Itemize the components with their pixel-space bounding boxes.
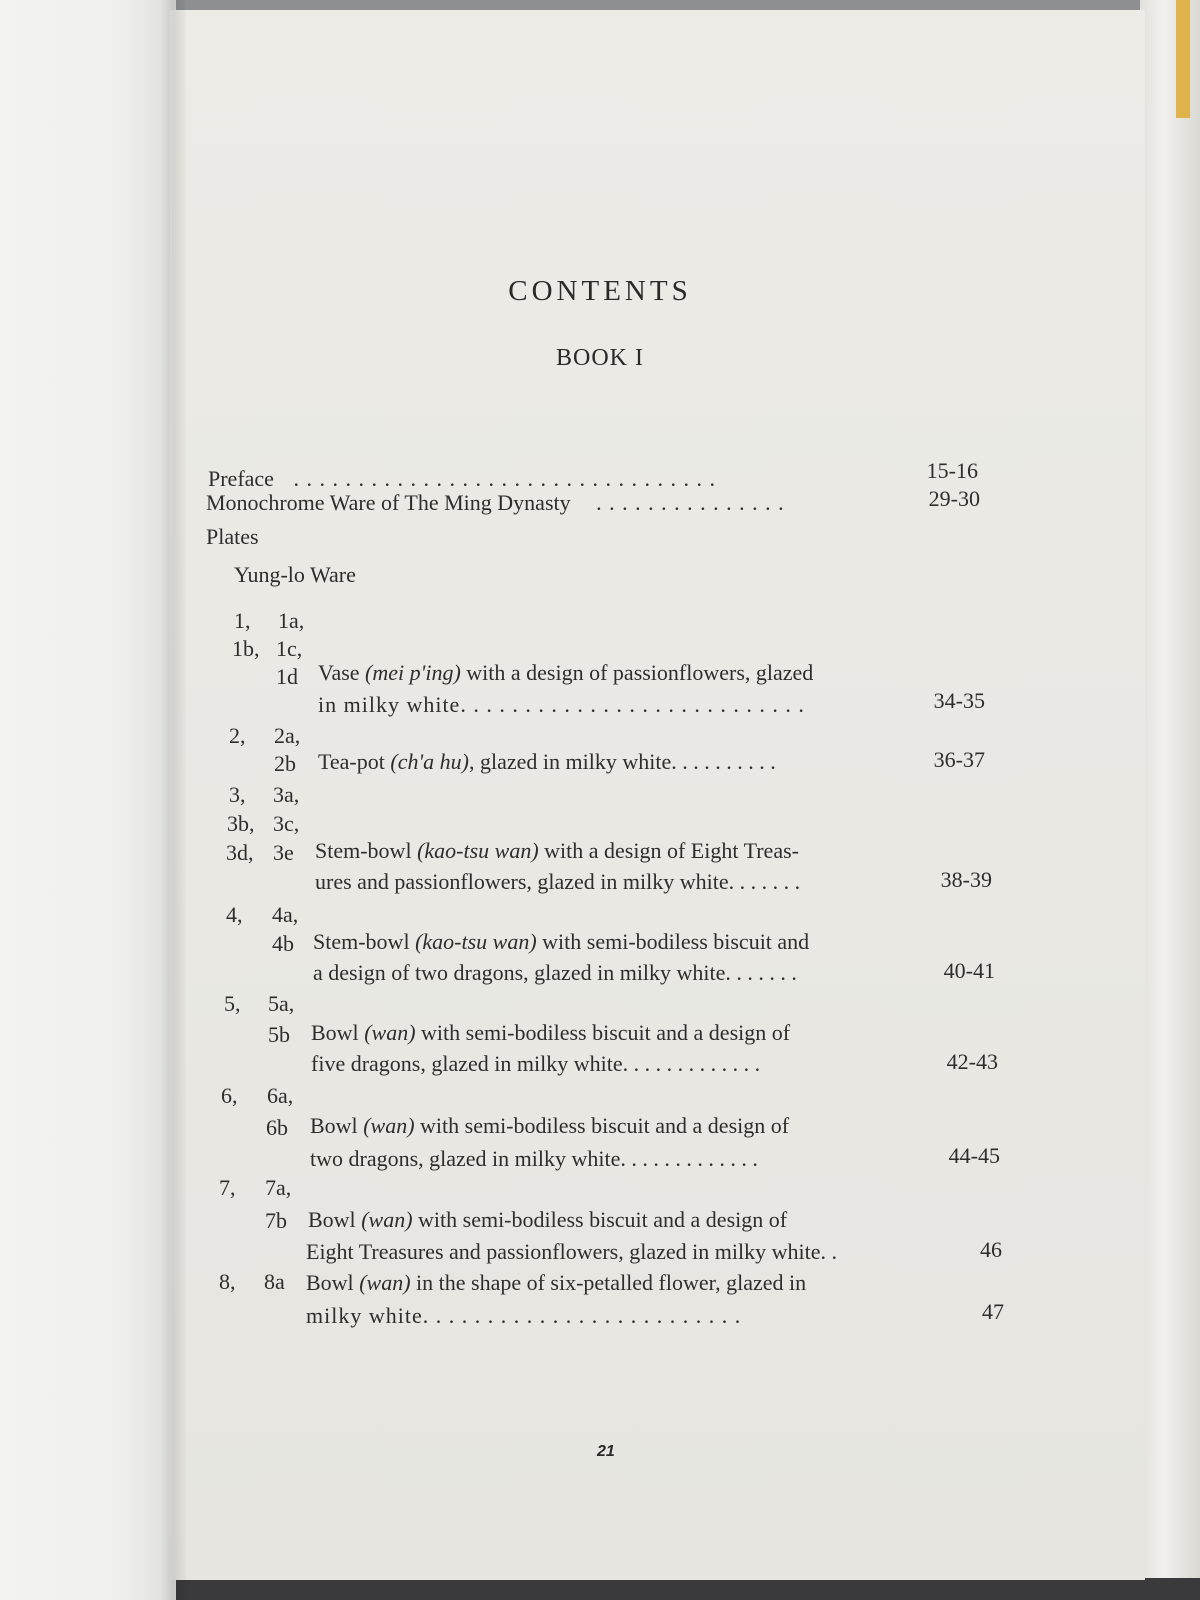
plate-number: 5, xyxy=(224,991,241,1016)
chinese-term: (kao-tsu wan) xyxy=(417,838,539,863)
desc-text: Bowl xyxy=(310,1113,364,1138)
plate-number: 3c, xyxy=(273,811,300,836)
book-heading: BOOK I xyxy=(556,345,644,371)
entry-description-cont: ures and passionflowers, glazed in milky white. . . . . . . xyxy=(315,869,801,894)
plate-number: 5a, xyxy=(268,991,295,1016)
plate-number: 4, xyxy=(226,902,243,927)
plate-number: 2, xyxy=(229,723,246,748)
plate-number: 4b xyxy=(272,931,294,956)
chinese-term: (mei p'ing) xyxy=(365,660,461,685)
desc-text: , glazed in milky white. . . . . . . . . . xyxy=(469,749,776,774)
plate-number: 3b, xyxy=(227,811,255,836)
desc-text: with semi-bodiless biscuit and a design of xyxy=(415,1020,791,1045)
entry-description xyxy=(318,662,813,684)
entry-page: 29-30 xyxy=(928,486,980,511)
chinese-term: (wan) xyxy=(363,1113,415,1138)
plate-number: 2b xyxy=(274,751,296,776)
plate-number: 6a, xyxy=(267,1083,294,1108)
entry-page: 40-41 xyxy=(943,958,995,983)
toc-entry-preface xyxy=(208,468,716,490)
contents-heading: CONTENTS xyxy=(508,275,692,307)
desc-text: with semi-bodiless biscuit and a design of xyxy=(414,1113,790,1138)
ribbon-marker xyxy=(1176,0,1190,118)
plate-number: 6, xyxy=(221,1083,238,1108)
section-heading: Yung-lo Ware xyxy=(234,562,356,587)
desc-text: Bowl xyxy=(306,1270,360,1295)
entry-description xyxy=(311,1022,790,1044)
plate-number: 2a, xyxy=(274,723,301,748)
desc-text: with a design of passionflowers, glazed xyxy=(460,660,814,685)
desc-text: with semi-bodiless biscuit and a design of xyxy=(412,1207,788,1232)
plate-number: 8, xyxy=(219,1269,236,1294)
entry-page: 36-37 xyxy=(933,747,985,772)
desc-text: Bowl xyxy=(308,1207,362,1232)
plate-number: 5b xyxy=(268,1022,290,1047)
page-gutter xyxy=(160,0,186,1600)
plate-number: 7, xyxy=(219,1175,236,1200)
plate-number: 7a, xyxy=(265,1175,292,1200)
entry-description-cont: in milky white. . . . . . . . . . . . . . . . . . . . . . . . . . . xyxy=(318,692,805,717)
plate-number: 7b xyxy=(265,1208,287,1233)
desc-text: Tea-pot xyxy=(318,749,391,774)
desc-text: Vase xyxy=(318,660,366,685)
entry-description-cont: five dragons, glazed in milky white. . . . . . . . . . . . . xyxy=(311,1051,761,1076)
chinese-term: (wan) xyxy=(361,1207,413,1232)
entry-description-cont: a design of two dragons, glazed in milky white. . . . . . . xyxy=(313,960,797,985)
desc-text: in the shape of six-petalled flower, glazed in xyxy=(410,1270,807,1295)
entry-page: 38-39 xyxy=(940,867,992,892)
plate-number: 1c, xyxy=(276,636,303,661)
book-cover-edge xyxy=(1140,0,1200,1600)
chinese-term: (kao-tsu wan) xyxy=(415,929,537,954)
entry-page: 46 xyxy=(980,1237,1002,1262)
entry-page: 47 xyxy=(982,1299,1004,1324)
entry-description-cont: milky white. . . . . . . . . . . . . . . . . . . . . . . . . xyxy=(306,1303,742,1328)
plate-number: 1d xyxy=(276,664,298,689)
plate-number: 1, xyxy=(234,608,251,633)
entry-page: 34-35 xyxy=(933,688,985,713)
desc-text: with a design of Eight Treas- xyxy=(538,838,799,863)
page-number: 21 xyxy=(597,1443,615,1460)
entry-page: 42-43 xyxy=(946,1049,998,1074)
entry-description-cont: two dragons, glazed in milky white. . . . . . . . . . . . . xyxy=(310,1146,758,1171)
plate-number: 8a xyxy=(264,1269,285,1294)
entry-description-cont: Eight Treasures and passionflowers, glazed in milky white. . xyxy=(306,1239,837,1264)
plate-number: 3a, xyxy=(273,782,300,807)
entry-title: Preface xyxy=(208,466,274,491)
entry-description xyxy=(318,751,776,773)
entry-description xyxy=(310,1115,789,1137)
desc-text: with semi-bodiless biscuit and xyxy=(536,929,810,954)
entry-page: 15-16 xyxy=(926,458,978,483)
entry-title: Monochrome Ware of The Ming Dynasty xyxy=(206,490,571,515)
entry-page: 44-45 xyxy=(948,1143,1000,1168)
chinese-term: (wan) xyxy=(364,1020,416,1045)
left-page xyxy=(0,0,176,1600)
chinese-term: (wan) xyxy=(359,1270,411,1295)
plate-number: 1b, xyxy=(232,636,260,661)
plate-number: 4a, xyxy=(272,902,299,927)
plate-number: 3d, xyxy=(226,840,254,865)
entry-description xyxy=(308,1209,787,1231)
desc-text: Bowl xyxy=(311,1020,365,1045)
plate-number: 1a, xyxy=(278,608,305,633)
entry-description xyxy=(306,1272,806,1294)
right-page xyxy=(170,10,1145,1580)
toc-entry-plates xyxy=(206,526,259,548)
entry-title: Plates xyxy=(206,524,259,549)
desc-text: Stem-bowl xyxy=(313,929,416,954)
desc-text: Stem-bowl xyxy=(315,838,418,863)
plate-number: 3e xyxy=(273,840,294,865)
plate-number: 3, xyxy=(229,782,246,807)
leader-dots: . . . . . . . . . . . . . . . . . . . . . . . . . . . . . . . . . xyxy=(293,466,716,491)
toc-entry-monochrome xyxy=(206,492,785,514)
entry-description xyxy=(315,840,799,862)
entry-description xyxy=(313,931,809,953)
leader-dots: . . . . . . . . . . . . . . . xyxy=(596,490,785,515)
plate-number: 6b xyxy=(266,1115,288,1140)
chinese-term: (ch'a hu) xyxy=(390,749,469,774)
